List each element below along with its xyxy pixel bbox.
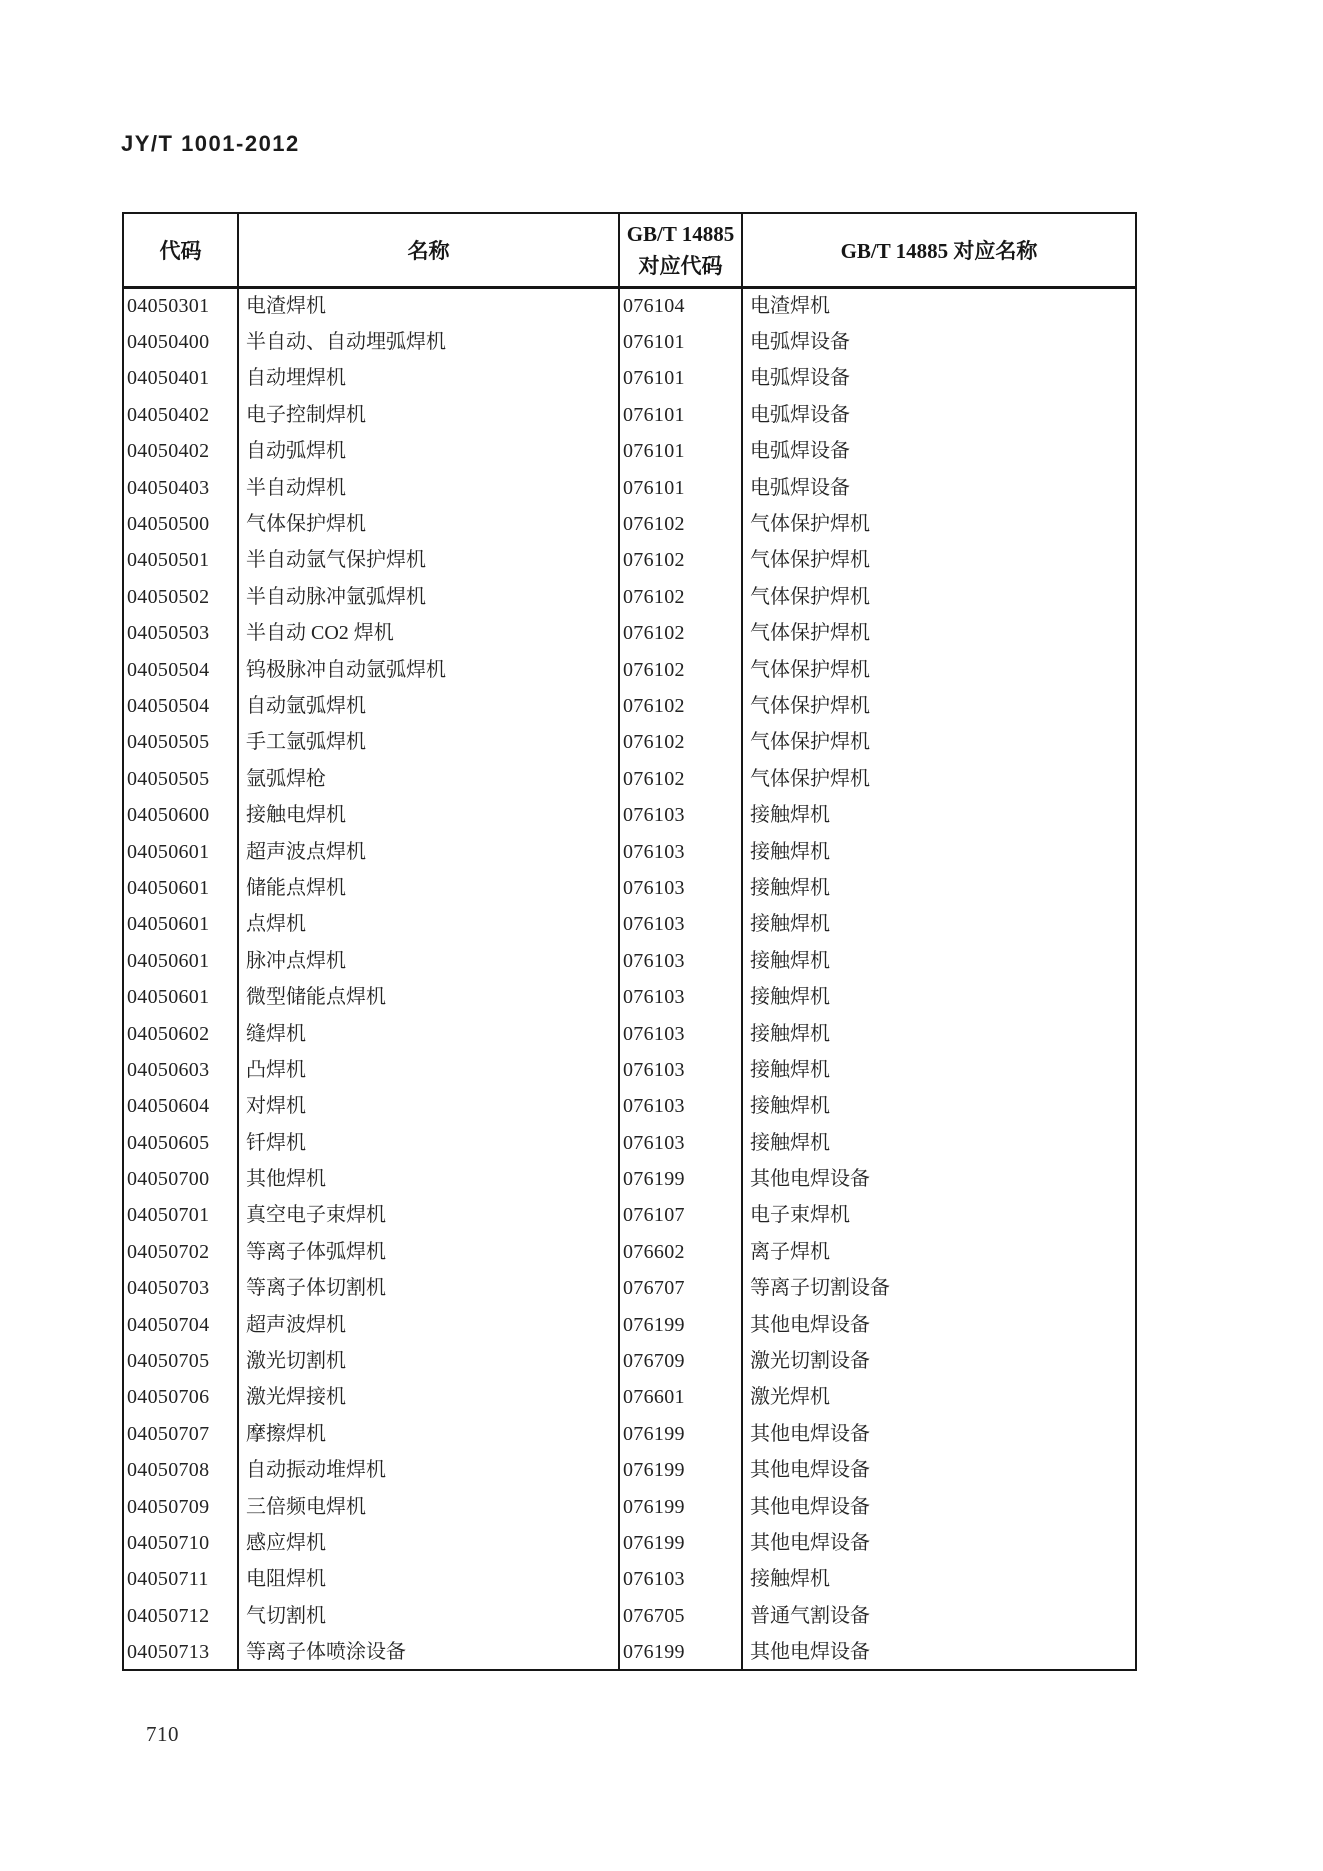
row-code-cell: 04050712 [127,1604,210,1627]
row-gbt-name-cell: 接触焊机 [742,870,1136,906]
table-row [123,1052,1136,1088]
row-code-cell: 04050704 [127,1313,210,1336]
row-gbt-code-cell: 076101 [619,360,742,396]
row-gbt-name-cell: 气体保护焊机 [742,688,1136,724]
row-gbt-code-cell: 076199 [619,1416,742,1452]
row-gbt-code-cell: 076101 [619,324,742,360]
row-gbt-name-cell: 接触焊机 [742,943,1136,979]
row-code-cell: 04050709 [127,1495,210,1518]
row-name-cell: 点焊机 [238,906,619,942]
row-gbt-name-cell: 电弧焊设备 [742,397,1136,433]
row-name-cell: 摩擦焊机 [238,1416,619,1452]
row-code-cell: 04050701 [127,1204,210,1227]
row-gbt-code-cell: 076103 [619,1124,742,1160]
row-gbt-code-cell: 076102 [619,615,742,651]
row-code-cell: 04050705 [127,1350,210,1373]
row-name-cell: 半自动氩气保护焊机 [238,542,619,578]
row-gbt-name-cell: 气体保护焊机 [742,761,1136,797]
row-name-cell: 等离子体弧焊机 [238,1234,619,1270]
table-body [123,288,1136,1671]
row-gbt-code-cell: 076102 [619,724,742,760]
row-code-cell: 04050504 [127,694,210,717]
row-name-cell: 激光切割机 [238,1343,619,1379]
table-row [123,688,1136,724]
row-name-cell: 对焊机 [238,1088,619,1124]
table-row [123,870,1136,906]
row-gbt-name-cell: 气体保护焊机 [742,506,1136,542]
table-row [123,397,1136,433]
row-name-cell: 凸焊机 [238,1052,619,1088]
row-code-cell: 04050504 [127,658,210,681]
row-name-cell: 超声波焊机 [238,1306,619,1342]
table-row [123,542,1136,578]
row-gbt-name-cell: 电弧焊设备 [742,433,1136,469]
row-name-cell: 缝焊机 [238,1015,619,1051]
table-row [123,761,1136,797]
row-gbt-name-cell: 接触焊机 [742,979,1136,1015]
row-code-cell: 04050600 [127,804,210,827]
table-row [123,324,1136,360]
row-name-cell: 气切割机 [238,1598,619,1634]
row-name-cell: 等离子体切割机 [238,1270,619,1306]
row-gbt-name-cell: 电弧焊设备 [742,360,1136,396]
row-name-cell: 电渣焊机 [238,288,619,324]
row-gbt-name-cell: 其他电焊设备 [742,1488,1136,1524]
table-row [123,1379,1136,1415]
row-gbt-name-cell: 其他电焊设备 [742,1161,1136,1197]
row-name-cell: 半自动、自动埋弧焊机 [238,324,619,360]
table-row [123,1088,1136,1124]
row-code-cell: 04050604 [127,1095,210,1118]
table-row [123,1452,1136,1488]
table-header-row [123,213,1136,288]
row-gbt-name-cell: 电子束焊机 [742,1197,1136,1233]
table-row [123,1488,1136,1524]
row-gbt-name-cell: 其他电焊设备 [742,1306,1136,1342]
row-code-cell: 04050400 [127,331,210,354]
code-mapping-table [122,212,1137,1671]
row-code-cell: 04050707 [127,1422,210,1445]
row-gbt-code-cell: 076101 [619,397,742,433]
row-code-cell: 04050505 [127,767,210,790]
row-name-cell: 感应焊机 [238,1525,619,1561]
table-row [123,579,1136,615]
row-gbt-code-cell: 076199 [619,1161,742,1197]
row-name-cell: 半自动脉冲氩弧焊机 [238,579,619,615]
row-gbt-name-cell: 接触焊机 [742,906,1136,942]
row-name-cell: 超声波点焊机 [238,833,619,869]
row-name-cell: 激光焊接机 [238,1379,619,1415]
row-code-cell: 04050503 [127,622,210,645]
table-row [123,1634,1136,1670]
row-code-cell: 04050403 [127,476,210,499]
table-row [123,1161,1136,1197]
table-row [123,469,1136,505]
row-name-cell: 真空电子束焊机 [238,1197,619,1233]
table-row [123,797,1136,833]
table-header [123,213,1136,288]
row-gbt-code-cell: 076104 [619,288,742,324]
table-row [123,1197,1136,1233]
row-code-cell: 04050502 [127,585,210,608]
row-gbt-name-cell: 接触焊机 [742,1561,1136,1597]
row-code-cell: 04050601 [127,913,210,936]
row-code-cell: 04050602 [127,1022,210,1045]
table-row [123,1124,1136,1160]
row-code-cell: 04050500 [127,513,210,536]
row-name-cell: 脉冲点焊机 [238,943,619,979]
row-gbt-name-cell: 普通气割设备 [742,1598,1136,1634]
row-gbt-code-cell: 076199 [619,1525,742,1561]
row-name-cell: 微型储能点焊机 [238,979,619,1015]
table-row [123,1343,1136,1379]
row-gbt-name-cell: 其他电焊设备 [742,1525,1136,1561]
table-row [123,1015,1136,1051]
row-gbt-code-cell: 076601 [619,1379,742,1415]
row-gbt-code-cell: 076101 [619,433,742,469]
row-gbt-code-cell: 076103 [619,1015,742,1051]
row-gbt-code-cell: 076709 [619,1343,742,1379]
row-gbt-name-cell: 电弧焊设备 [742,324,1136,360]
table-row [123,288,1136,324]
header-cell-gbt-code [619,213,742,288]
doc-code-heading: JY/T 1001-2012 [121,131,300,156]
row-code-cell: 04050601 [127,986,210,1009]
row-gbt-name-cell: 激光焊机 [742,1379,1136,1415]
row-code-cell: 04050605 [127,1131,210,1154]
row-gbt-name-cell: 气体保护焊机 [742,615,1136,651]
row-code-cell: 04050601 [127,949,210,972]
table-row [123,833,1136,869]
row-gbt-name-cell: 电渣焊机 [742,288,1136,324]
row-name-cell: 接触电焊机 [238,797,619,833]
row-gbt-code-cell: 076199 [619,1452,742,1488]
table-row [123,1598,1136,1634]
row-name-cell: 半自动焊机 [238,469,619,505]
row-name-cell: 气体保护焊机 [238,506,619,542]
header-cell-name: 名称 [238,213,619,288]
table-row [123,615,1136,651]
row-gbt-name-cell: 气体保护焊机 [742,579,1136,615]
row-gbt-code-cell: 076102 [619,542,742,578]
row-gbt-name-cell: 气体保护焊机 [742,724,1136,760]
header-gbt-code-line2: 对应代码 [638,254,723,278]
row-name-cell: 三倍频电焊机 [238,1488,619,1524]
header-cell-code: 代码 [123,213,238,288]
table-row [123,433,1136,469]
row-gbt-code-cell: 076103 [619,943,742,979]
row-code-cell: 04050601 [127,840,210,863]
row-gbt-code-cell: 076103 [619,797,742,833]
row-name-cell: 半自动 CO2 焊机 [238,615,619,651]
row-code-cell: 04050401 [127,367,210,390]
table-row [123,979,1136,1015]
row-code-cell: 04050703 [127,1277,210,1300]
row-gbt-code-cell: 076103 [619,906,742,942]
row-gbt-code-cell: 076102 [619,688,742,724]
table-row [123,506,1136,542]
row-code-cell: 04050601 [127,876,210,899]
table-row [123,1525,1136,1561]
table-row [123,651,1136,687]
row-name-cell: 等离子体喷涂设备 [238,1634,619,1670]
row-gbt-code-cell: 076101 [619,469,742,505]
row-gbt-name-cell: 其他电焊设备 [742,1634,1136,1670]
row-name-cell: 钎焊机 [238,1124,619,1160]
row-gbt-code-cell: 076102 [619,506,742,542]
row-gbt-code-cell: 076602 [619,1234,742,1270]
row-code-cell: 04050708 [127,1459,210,1482]
row-gbt-name-cell: 接触焊机 [742,1015,1136,1051]
row-code-cell: 04050505 [127,731,210,754]
header-cell-gbt-name: GB/T 14885 对应名称 [742,213,1136,288]
row-gbt-name-cell: 接触焊机 [742,1124,1136,1160]
row-name-cell: 电子控制焊机 [238,397,619,433]
row-code-cell: 04050711 [127,1568,209,1591]
page-number: 710 [146,1722,179,1746]
row-name-cell: 储能点焊机 [238,870,619,906]
row-code-cell: 04050706 [127,1386,210,1409]
row-gbt-code-cell: 076102 [619,761,742,797]
row-name-cell: 电阻焊机 [238,1561,619,1597]
row-gbt-code-cell: 076103 [619,1052,742,1088]
row-name-cell: 自动振动堆焊机 [238,1452,619,1488]
row-gbt-code-cell: 076102 [619,651,742,687]
row-name-cell: 氩弧焊枪 [238,761,619,797]
table-row [123,906,1136,942]
row-name-cell: 自动埋焊机 [238,360,619,396]
row-code-cell: 04050700 [127,1168,210,1191]
row-gbt-name-cell: 接触焊机 [742,833,1136,869]
row-gbt-code-cell: 076199 [619,1634,742,1670]
table-row [123,1270,1136,1306]
row-code-cell: 04050402 [127,440,210,463]
row-gbt-code-cell: 076199 [619,1488,742,1524]
row-gbt-code-cell: 076103 [619,1088,742,1124]
row-gbt-code-cell: 076707 [619,1270,742,1306]
row-code-cell: 04050501 [127,549,210,572]
row-code-cell: 04050603 [127,1058,210,1081]
row-gbt-name-cell: 其他电焊设备 [742,1452,1136,1488]
row-gbt-name-cell: 接触焊机 [742,797,1136,833]
row-gbt-name-cell: 电弧焊设备 [742,469,1136,505]
row-gbt-code-cell: 076199 [619,1306,742,1342]
row-code-cell: 04050710 [127,1531,210,1554]
row-gbt-code-cell: 076102 [619,579,742,615]
row-gbt-code-cell: 076103 [619,833,742,869]
row-gbt-name-cell: 等离子切割设备 [742,1270,1136,1306]
row-gbt-name-cell: 接触焊机 [742,1088,1136,1124]
row-gbt-code-cell: 076103 [619,870,742,906]
row-code-cell: 04050702 [127,1240,210,1263]
row-gbt-code-cell: 076705 [619,1598,742,1634]
row-code-cell: 04050402 [127,403,210,426]
row-name-cell: 自动弧焊机 [238,433,619,469]
row-name-cell: 其他焊机 [238,1161,619,1197]
row-gbt-name-cell: 接触焊机 [742,1052,1136,1088]
header-gbt-code-line1: GB/T 14885 [626,222,735,246]
row-gbt-name-cell: 激光切割设备 [742,1343,1136,1379]
table-row [123,1306,1136,1342]
row-gbt-name-cell: 其他电焊设备 [742,1416,1136,1452]
row-gbt-name-cell: 气体保护焊机 [742,651,1136,687]
row-name-cell: 手工氩弧焊机 [238,724,619,760]
table-row [123,943,1136,979]
row-gbt-name-cell: 气体保护焊机 [742,542,1136,578]
row-code-cell: 04050301 [127,295,210,318]
row-gbt-code-cell: 076107 [619,1197,742,1233]
row-name-cell: 钨极脉冲自动氩弧焊机 [238,651,619,687]
table-row [123,360,1136,396]
row-gbt-name-cell: 离子焊机 [742,1234,1136,1270]
table-row [123,1416,1136,1452]
table-row [123,1561,1136,1597]
table-row [123,1234,1136,1270]
row-gbt-code-cell: 076103 [619,1561,742,1597]
row-name-cell: 自动氩弧焊机 [238,688,619,724]
table-row [123,724,1136,760]
row-code-cell: 04050713 [127,1640,210,1663]
row-gbt-code-cell: 076103 [619,979,742,1015]
